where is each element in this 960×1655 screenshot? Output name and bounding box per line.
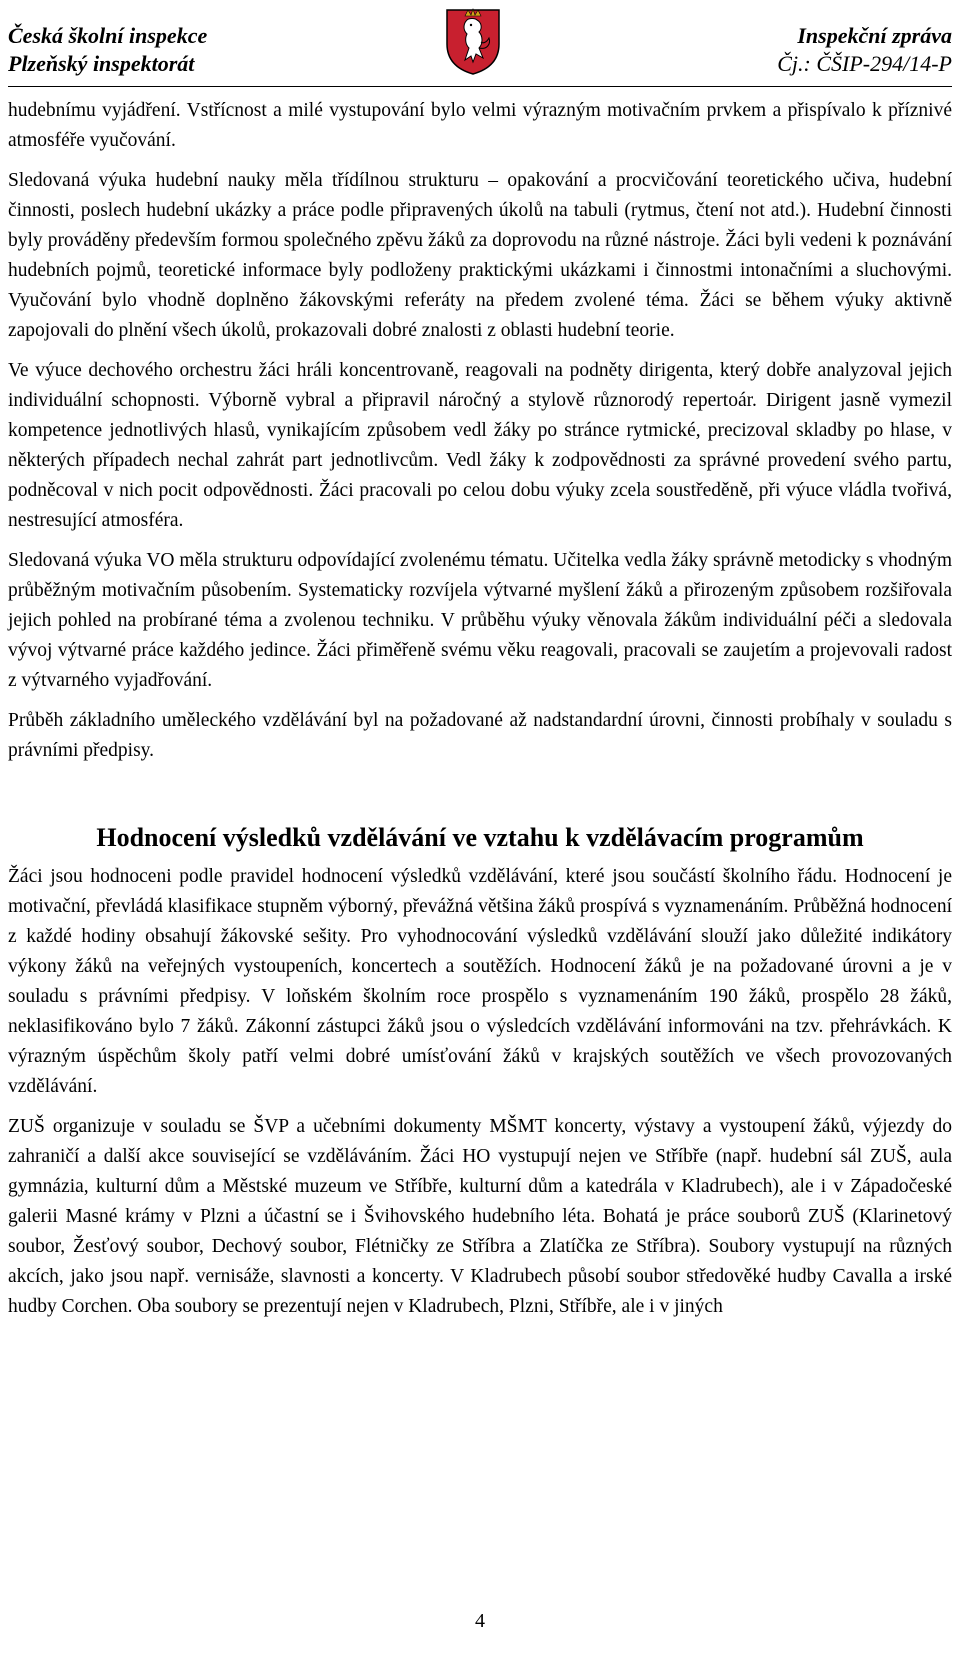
header-reference-number: Čj.: ČŠIP-294/14-P	[777, 51, 952, 76]
paragraph-2: Sledovaná výuka hudební nauky měla třídílnou strukturu – opakování a procvičování teoretického učiva, hudební činnosti, poslech hudební ukázky a práce podle připravených úkolů na tabuli (rytmus, čtení not atd.). Hudební činnosti byly prováděny především formou společného zpěvu žáků za doprovodu na různé nástroje. Žáci byli vedeni k poznávání hudebních pojmů, teoretické informace byly podloženy praktickými ukázkami i činnostmi intonačními a sluchovými. Vyučování bylo vhodně doplněno žákovskými referáty na předem zvolené téma. Žáci se během výuky aktivně zapojovali do plnění všech úkolů, prokazovali dobré znalosti z oblasti hudební teorie.	[8, 170, 952, 341]
header-left	[8, 22, 207, 78]
paragraph-5: Průběh základního uměleckého vzdělávání byl na požadované až nadstandardní úrovni, činnosti probíhaly v souladu s právními předpisy.	[8, 710, 952, 761]
paragraph-7: ZUŠ organizuje v souladu se ŠVP a učebními dokumenty MŠMT koncerty, výstavy a vystoupení žáků, výjezdy do zahraničí a další akce související se vzděláváním. Žáci HO vystupují nejen ve Stříbře (např. hudební sál ZUŠ, aula gymnázia, kulturní dům a Městské muzeum ve Stříbře, kulturní dům a katedrála v Kladrubech), ale i v Západočeské galerii Masné krámy v Plzni a účastní se i Švihovského hudebního léta. Bohatá je práce souborů ZUŠ (Klarinetový soubor, Žesťový soubor, Dechový soubor, Flétničky ze Stříbra a Zlatíčka ze Stříbra). Soubory vystupují na různých akcích, jako jsou např. vernisáže, slavnosti a koncerty. V Kladrubech působí soubor středověké hudby Cavalla a irské hudby Corchen. Oba soubory se prezentují nejen v Kladrubech, Plzni, Stříbře, ale i v jiných	[8, 1116, 952, 1317]
header-right	[777, 22, 952, 78]
header-report-title: Inspekční zpráva	[797, 23, 952, 48]
paragraph-3: Ve výuce dechového orchestru žáci hráli koncentrovaně, reagovali na podněty dirigenta, který dobře analyzoval jejich individuální schopnosti. Výborně vybral a připravil náročný a stylově různorodý repertoár. Dirigent jasně vymezil kompetence jednotlivých hlasů, vynikajícím způsobem vedl žáky po stránce rytmické, precizoval skladby po hlase, v některých případech nechal zahrát part jednotlivcům. Vedl žáky k zodpovědnosti za správné provedení svého partu, podněcoval v nich pocit odpovědnosti. Žáci pracovali po celou dobu výuky zcela soustředěně, při výuce vládla tvořivá, nestresující atmosféra.	[8, 360, 952, 531]
paragraph-1: hudebnímu vyjádření. Vstřícnost a milé vystupování bylo velmi výrazným motivačním prvkem a přispívalo k příznivé atmosféře vyučování.	[8, 100, 952, 151]
header-institution: Česká školní inspekce	[8, 23, 208, 48]
header-divider	[8, 86, 952, 87]
page-header	[0, 0, 960, 90]
page-content	[8, 96, 952, 1332]
header-inspectorate: Plzeňský inspektorát	[8, 51, 195, 76]
page-number: 4	[475, 1610, 485, 1632]
paragraph-4: Sledovaná výuka VO měla strukturu odpovídající zvolenému tématu. Učitelka vedla žáky správně metodicky s vhodným průběžným motivačním působením. Systematicky rozvíjela výtvarné myšlení žáků a přirozeným způsobem rozšiřovala jejich pohled na probírané téma a zvolenou techniku. V průběhu výuky věnovala žákům individuální péči a sledovala vývoj výtvarné práce každého jedince. Žáci přiměřeně svému věku reagovali, pracovali se zaujetím a projevovali radost z výtvarného vyjadřování.	[8, 550, 952, 691]
section-heading: Hodnocení výsledků vzdělávání ve vztahu k vzdělávacím programům	[96, 823, 864, 852]
paragraph-6: Žáci jsou hodnoceni podle pravidel hodnocení výsledků vzdělávání, které jsou součástí školního řádu. Hodnocení je motivační, převládá klasifikace stupněm výborný, převážná většina žáků prospívá s vyznamenáním. Průběžná hodnocení z každé hodiny obsahují žákovské sešity. Pro vyhodnocování výsledků vzdělávání slouží jako důležité indikátory výkony žáků na veřejných vystoupeních, koncertech a soutěžích. Hodnocení žáků je na požadované úrovni a je v souladu s právními předpisy. V loňském školním roce prospělo s vyznamenáním 190 žáků, prospělo 28 žáků, neklasifikováno bylo 7 žáků. Zákonní zástupci žáků jsou o výsledcích vzdělávání informováni na tzv. přehrávkách. K výrazným úspěchům školy patří velmi dobré umísťování žáků v krajských soutěžích ve všech provozovaných vzdělávání.	[8, 866, 952, 1097]
czech-coat-of-arms-icon	[443, 4, 503, 76]
